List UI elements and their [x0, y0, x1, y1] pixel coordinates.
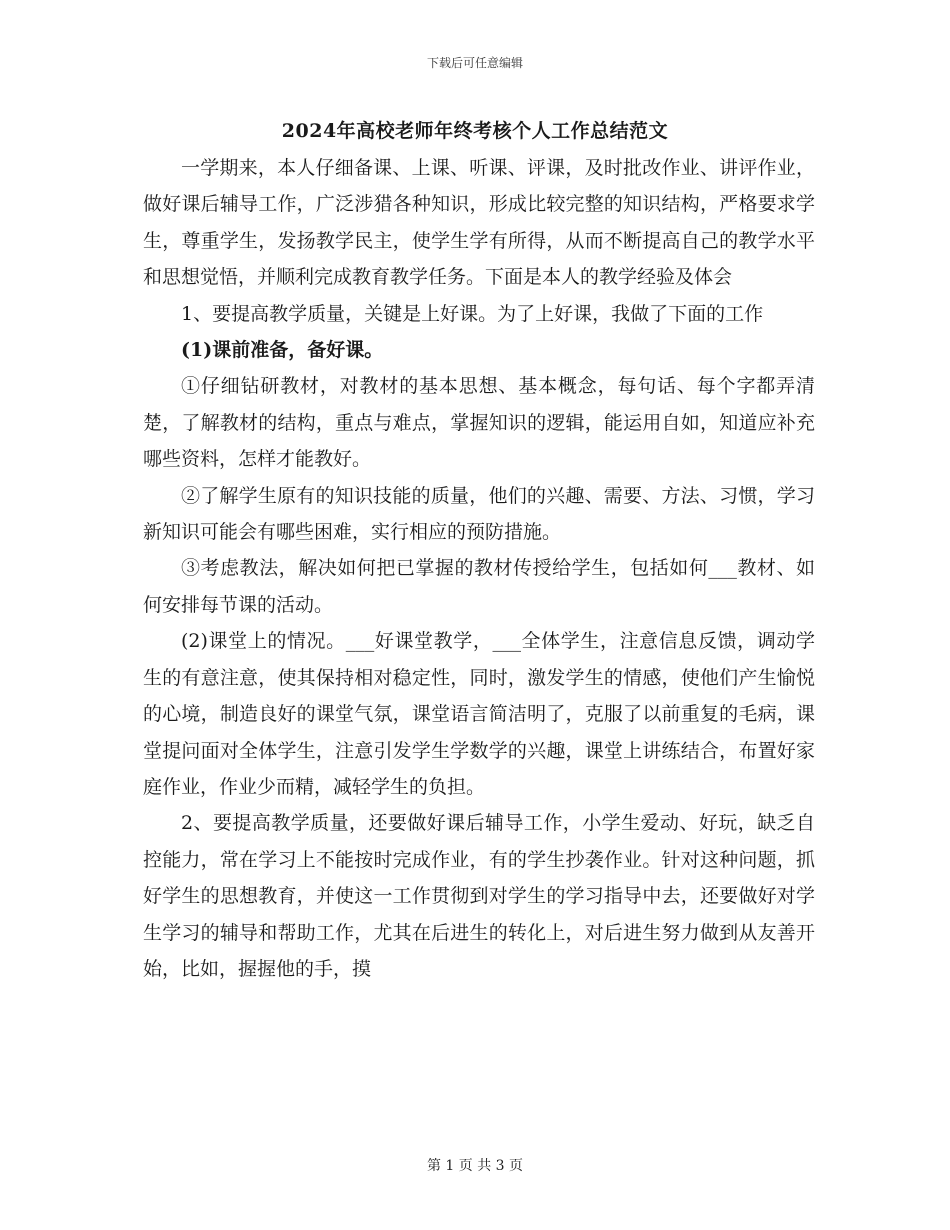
paragraph-classroom: (2)课堂上的情况。___好课堂教学，___全体学生，注意信息反馈，调动学生的有意注意，使其保持相对稳定性，同时，激发学生的情感，使他们产生愉悦的心境，制造良好的课堂气氛，课堂语言简洁明了，克服了以前重复的毛病，课堂提问面对全体学生，注意引发学生学数学的兴趣，课堂上讲练结合，布置好家庭作业，作业少而精，减轻学生的负担。 [143, 630, 815, 798]
page-number: 第 1 页 共 3 页 [426, 1158, 524, 1174]
paragraph-item-2: ②了解学生原有的知识技能的质量，他们的兴趣、需要、方法、习惯，学习新知识可能会有哪些困难，实行相应的预防措施。 [143, 484, 815, 544]
paragraph-point-1: 1、要提高教学质量，关键是上好课。为了上好课，我做了下面的工作 [181, 302, 764, 325]
paragraph-item-1: ①仔细钻研教材，对教材的基本思想、基本概念，每句话、每个字都弄清楚，了解教材的结构，重点与难点，掌握知识的逻辑，能运用自如，知道应补充哪些资料，怎样才能教好。 [143, 375, 815, 471]
document-body [143, 150, 815, 987]
paragraph-intro: 一学期来，本人仔细备课、上课、听课、评课，及时批改作业、讲评作业，做好课后辅导工作，广泛涉猎各种知识，形成比较完整的知识结构，严格要求学生，尊重学生，发扬教学民主，使学生学有所得，从而不断提高自己的教学水平和思想觉悟，并顺利完成教育教学任务。下面是本人的教学经验及体会 [143, 157, 815, 289]
paragraph-item-3: ③考虑教法，解决如何把已掌握的教材传授给学生，包括如何___教材、如何安排每节课的活动。 [143, 557, 815, 616]
header-note: 下载后可任意编辑 [426, 56, 523, 70]
subheading-lesson-prep: (1)课前准备，备好课。 [181, 339, 384, 362]
paragraph-point-2: 2、要提高教学质量，还要做好课后辅导工作，小学生爱动、好玩，缺乏自控能力，常在学习上不能按时完成作业，有的学生抄袭作业。针对这种问题，抓好学生的思想教育，并使这一工作贯彻到对学生的学习指导中去，还要做好对学生学习的辅导和帮助工作，尤其在后进生的转化上，对后进生努力做到从友善开始，比如，握握他的手，摸 [143, 812, 815, 980]
document-title: 2024年高校老师年终考核个人工作总结范文 [281, 120, 669, 142]
